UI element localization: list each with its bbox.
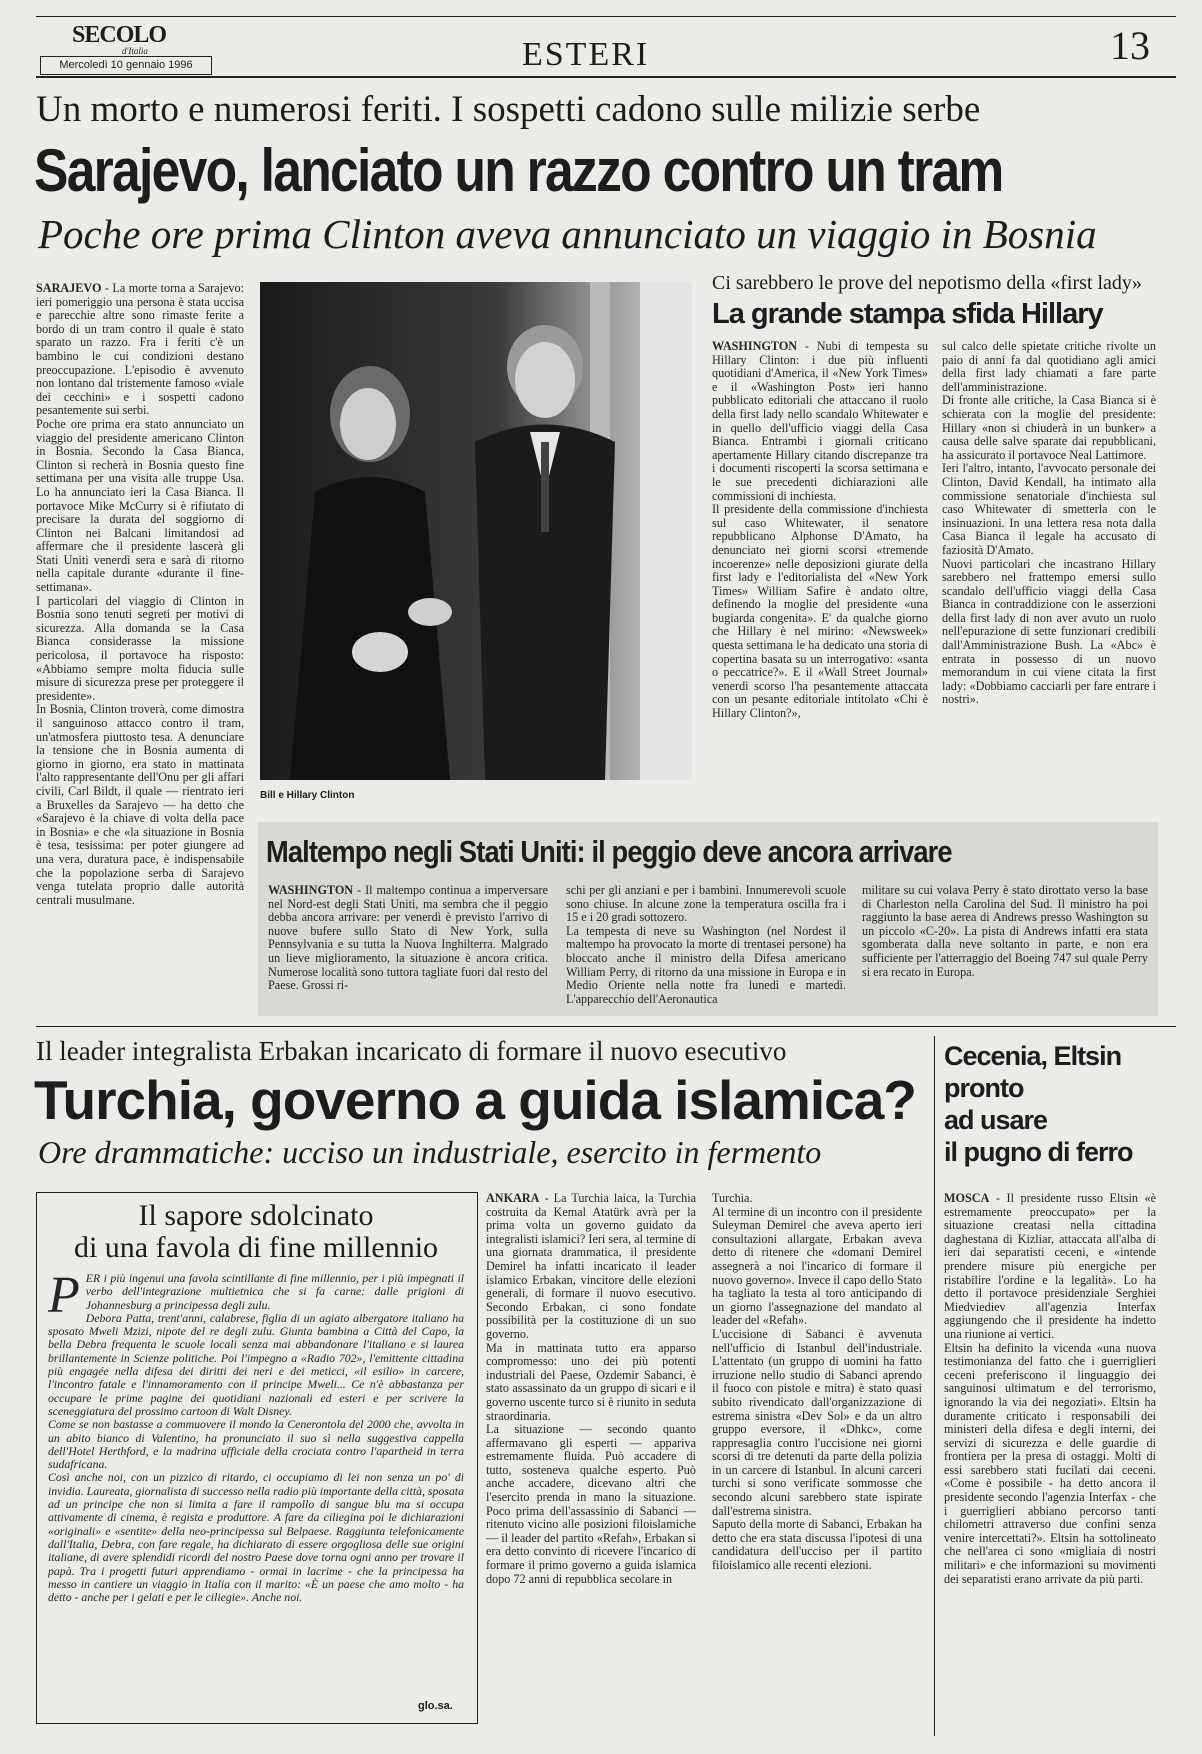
sarajevo-kicker: Un morto e numerosi feriti. I sospetti cadono sulle milizie serbe	[36, 89, 981, 130]
sarajevo-text: - La morte torna a Sarajevo: ieri pomeriggio una persona è stata uccisa e parecchie altre sono rimaste ferite a bordo di un tram contro il quale è stato sparato un razzo. Fra i feriti c'è un bambino le cui condizioni destano preoccupazione. L'episodio è avvenuto non lontano dal tristemente famoso «viale dei cecchini» e i sospetti cadono pesantemente sui serbi. Poche ore prima era stato annunciato un viaggio del presidente americano Clinton in Bosnia. Secondo la Casa Bianca, Clinton si recherà in Bosnia questo fine settimana per una visita alle truppe Usa. Lo ha annunciato ieri la Casa Bianca. Il portavoce Mike McCurry si è rifiutato di precisare la durata del soggiorno di Clinton nei Balcani limitandosi ad affermare che il presidente lascerà gli Stati Uniti venerdì sera e sarà di ritorno nella capitale durante «durante il fine-settimana». I particolari del viaggio di Clinton in Bosnia sono tenuti segreti per motivi di sicurezza. Alla domanda se la Casa Bianca considerasse la missione pericolosa, il portavoce ha risposto: «Abbiamo sempre molta fiducia sulle misure di sicurezza prese per proteggere il presidente». In Bosnia, Clinton troverà, come dimostra il sanguinoso attacco contro il tram, un'atmosfera piuttosto tesa. A denunciare la tensione che in Bosnia aumenta di giorno in giorno, era stato in mattinata l'alto rappresentante dell'Onu per gli affari civili, Carl Bildt, il quale — rientrato ieri a Bruxelles da Sarajevo — ha detto che «Sarajevo è la chiave di volta della pace in Bosnia» e che «la situazione in Bosnia è tesa, tesissima: per poter giungere ad una vera, duratura pace, è indispensabile che la popolazione serba di Sarajevo venga tutelata proprio dalle autorità centrali musulmane.	[36, 282, 244, 907]
hillary-kicker: Ci sarebbero le prove del nepotismo della «first lady»	[712, 272, 1142, 294]
cecenia-body	[944, 1192, 1156, 1732]
sarajevo-body	[36, 282, 244, 1010]
weather-headline: Maltempo negli Stati Uniti: il peggio deve ancora arrivare	[266, 834, 952, 869]
cecenia-dateline: MOSCA	[944, 1192, 990, 1205]
page-number: 13	[1110, 23, 1150, 68]
turkey-text-2: Turchia. Al termine di un incontro con il presidente Suleyman Demirel che aveva aperto ieri consultazioni allargate, Erbakan aveva detto di ritenere che «domani Demirel assegnerà a noi l'incarico di formare il nuovo governo». Invece il capo dello Stato ha tagliato la testa al toro anticipando di un giorno l'assegnazione del mandato al leader del «Refah». L'uccisione di Sabanci è avvenuta nell'ufficio di Istanbul dell'industriale. L'attentato (un gruppo di uomini ha fatto irruzione nello studio di Sabanci aprendo il fuoco con pistole e mitra) è stato quasi subito rivendicato dall'organizzazione di estrema sinistra «Dev Sol» e da un altro gruppo eversore, il «Dhkc», come rappresaglia contro l'uccisione nei giorni scorsi di tre detenuti da parte della polizia in un carcere di Istanbul. In alcuni carceri turchi si sono verificate sommosse che secondo alcuni sarebbero state ispirate dall'estrema sinistra. Saputo della morte di Sabanci, Erbakan ha detto che era stata discussa l'ipotesi di una candidatura dell'ucciso per il partito filoislamico alle recenti elezioni.	[712, 1192, 922, 1573]
bill-hillary-photo-icon	[260, 282, 692, 780]
weather-body-col1	[268, 884, 548, 1010]
turkey-subhead: Ore drammatiche: ucciso un industriale, esercito in fermento	[38, 1134, 822, 1170]
cecenia-text: - Il presidente russo Eltsin «è estremamente preoccupato» per la situazione creatasi nella cittadina daghestana di Kizliar, attaccata all'alba di ieri dai separatisti ceceni, e «intende prendere misure più energiche per ristabilire l'ordine e la legalità». Lo ha detto il portavoce presidenziale Serghiei Miedviediev all'agenzia Interfax aggiungendo che il presidente ha indetto una riunione ai vertici. Eltsin ha definito la vicenda «una nuova testimonianza del fatto che i guerriglieri ceceni preferiscono il linguaggio dei sanguinosi ultimatum e del terrorismo, ignorando la via dei negoziati». Eltsin ha duramente criticato i responsabili dei ministeri della difesa e degli interni, dei servizi di sicurezza e delle guardie di frontiera per la presa di ostaggi. Molti di essi sarebbero stati fucilati dai ceceni. «Come è possibile - ha detto ancora il presidente secondo l'agenzia Interfax - che i guerriglieri abbiano percorso tanti chilometri attraverso due confini senza venire intercettati?». Eltsin ha sottolineato che nell'area ci sono «migliaia di nostri militari» e che informazioni su movimenti dei separatisti erano arrivate da più parti.	[944, 1192, 1156, 1586]
turkey-dateline: ANKARA	[486, 1192, 540, 1205]
newspaper-logo: SECOLO	[72, 22, 167, 48]
masthead-rule	[36, 76, 1176, 78]
favola-dropcap: P	[48, 1272, 80, 1324]
weather-text-2: schi per gli anziani e per i bambini. Innumerevoli scuole sono chiuse. In alcune zone la temperatura oscilla fra i 15 e i 20 gradi sottozero. La tempesta di neve su Washington (nel Nordest il maltempo ha provocato la morte di trentasei persone) ha bloccato anche il ministro della Difesa americano William Perry, di ritorno da una missione in Europa e in Medio Oriente nella notte fra lunedì e martedì. L'apparecchio dell'Aeronautica	[566, 884, 846, 1006]
favola-title-line1: Il sapore sdolcinato	[138, 1199, 374, 1232]
cecenia-headline	[944, 1040, 1132, 1168]
issue-date: Mercoledì 10 gennaio 1996	[40, 56, 212, 75]
turkey-text-1: - La Turchia laica, la Turchia costruita da Kemal Atatürk avrà per la prima volta un governo guidato da integralisti islamici? Ieri sera, al termine di una giornata drammatica, il presidente Demirel ha infatti incaricato il leader islamico Erbakan, vincitore delle elezioni generali, di formare il nuovo esecutivo. Secondo Erbakan, ci sono fondate possibilità per la costituzione di un suo governo. Ma in mattinata tutto era apparso compromesso: uno dei più potenti industriali del Paese, Ozdemir Sabanci, è stato assassinato da un gruppo di sicari e il governo uscente turco si è riunito in seduta straordinaria. La situazione — secondo quanto affermavano gli esperti — appariva estremamente fluida. Può accadere di tutto, sosteneva qualche esperto. Può anche accadere, dicevano altri che l'esercito prenda in mano la situazione. Poco prima dell'assassinio di Sabanci — ritenuto vicino alle posizioni filoislamiche — il leader del partito «Refah», Erbakan si era detto convinto di ricevere l'incarico di formare il primo governo a guida islamica dopo 72 anni di repubblica secolare in	[486, 1192, 696, 1586]
cecenia-headline-line2: pronto	[944, 1073, 1024, 1103]
sarajevo-dateline: SARAJEVO	[36, 282, 102, 295]
column-divider	[934, 1036, 935, 1736]
section-title: ESTERI	[522, 36, 650, 73]
sarajevo-headline: Sarajevo, lanciato un razzo contro un tram	[34, 137, 1003, 204]
cecenia-headline-line1: Cecenia, Eltsin	[944, 1041, 1122, 1071]
weather-text-3: militare su cui volava Perry è stato dirottato verso la base di Charleston nella Carolina del Sud. Il ministro ha poi raggiunto la base aerea di Andrews presso Washington su un piccolo «C-20». La pista di Andrews infatti era stata sgomberata dalla neve soltanto in parte, e non era sufficiente per l'atterraggio del Boeing 747 sul quale Perry si era recato in Europa.	[862, 884, 1148, 979]
weather-dateline: WASHINGTON	[268, 884, 354, 897]
cecenia-headline-line3: ad usare	[944, 1105, 1048, 1135]
turkey-headline: Turchia, governo a guida islamica?	[34, 1069, 916, 1131]
favola-signature: glo.sa.	[418, 1700, 453, 1712]
favola-text: ER i più ingenui una favola scintillante di fine millennio, per i più impegnati il verbo dell'integrazione multietnica che si fa carne: dalle prigioni di Johannesburg a principessa degli zulu. Debora Patta, trent'anni, calabrese, figlia di un agiato albergatore italiano ha sposato Mweli Mzizi, nipote del re degli zulu. Giunta bambina a Città del Capo, la bella Debra frequenta le scuole locali senza mai abbandonare l'italiano e si laurea brillantemente in Scienze politiche. Poi l'impegno a «Radio 702», l'emittente cittadina più engagée nella difesa dei diritti dei neri e dei meticci, «il esilio» in carcere, l'incontro fatale e l'innamoramento con il principe Mweli... Ce n'è abbastanza per occupare le prime pagine dei quotidiani nazionali ed esteri e per scrivere la sceneggiatura del prossimo cartoon di Walt Disney. Come se non bastasse a commuovere il mondo la Cenerontola del 2000 che, avvolta in un abito bianco di Valentino, ha pronunciato il suo sì nella suggestiva cappella dell'Hotel Herthford, e la madrina ufficiale della crociata contro l'apartheid in terra sudafricana. Così anche noi, con un pizzico di ritardo, ci occupiamo di lei non senza un po' di invidia. Laureata, giornalista di successo nella radio più importante della città, sposata ad un principe che non si limita a fare il rampollo di sangue blu ma si occupa attivamente di cinema, è regista e produttore. A fare da ciliegina poi le dichiarazioni «originali» e «sentite» della neo-principessa sul Belpaese. Raggiunta telefonicamente dall'Italia, Debra, con fare regale, ha dichiarato di essere orgogliosa delle sue origini italiane, di avere splendidi ricordi del nostro Paese dove torna ogni anno per trovare il papà. Tra i progetti futuri apprendiamo - ormai in lacrime - che la principessa ha messo in cantiere un viaggio in Italia con il marito: «È un paese che amo molto - ha detto - anche per i gelati e per le ciliegie». Anche noi.	[48, 1272, 464, 1605]
hillary-text-1: - Nubi di tempesta su Hillary Clinton: i due più influenti quotidiani d'America, il «New York Times» e il «Washington Post» ieri hanno pubblicato editoriali che attaccano il ruolo della first lady nello scandalo Whitewater e in quello dell'ufficio viaggi della Casa Bianca. Entrambi i giornali criticano apertamente Hillary citando discrepanze tra i documenti riscoperti la scorsa settimana e le sue precedenti dichiarazioni alle commissioni di inchiesta. Il presidente della commissione d'inchiesta sul caso Whitewater, il senatore repubblicano Alphonse D'Amato, ha denunciato nei giorni scorsi «tremende incoerenze» nelle deposizioni giurate della first lady e l'editorialista del «New York Times» William Safire è andato oltre, definendo la moglie del presidente «una bugiarda congenita». E' da qualche giorno che Hillary è nel mirino: «Newsweek» questa settimana le ha dedicato una storia di copertina basata su un interrogativo: «santa o peccatrice?». E il «Wall Street Journal» venerdì scorso l'ha pesantemente attaccata con un pesante editoriale intitolato «Chi è Hillary Clinton?»,	[712, 340, 928, 721]
turkey-body-col2	[712, 1192, 922, 1732]
photo-caption: Bill e Hillary Clinton	[260, 790, 355, 801]
turkey-body-col1	[486, 1192, 696, 1732]
sarajevo-subhead: Poche ore prima Clinton aveva annunciato un viaggio in Bosnia	[38, 211, 1097, 257]
section-divider	[36, 1026, 1176, 1027]
weather-body-col3	[862, 884, 1148, 1010]
hillary-dateline: WASHINGTON	[712, 340, 798, 353]
newspaper-logo-subtitle: d'Italia	[122, 46, 148, 56]
favola-title-line2: di una favola di fine millennio	[73, 1231, 439, 1264]
hillary-headline: La grande stampa sfida Hillary	[712, 298, 1103, 330]
hillary-body-col1	[712, 340, 928, 800]
favola-body	[48, 1272, 464, 1702]
favola-title	[46, 1200, 466, 1264]
top-rule	[36, 16, 1176, 17]
clinton-photo	[260, 282, 692, 780]
hillary-body-col2	[942, 340, 1156, 800]
hillary-text-2: sul calco delle spietate critiche rivolte un paio di anni fa dal quotidiano agli amici della first lady chiamati a fare parte dell'amministrazione. Di fronte alle critiche, la Casa Bianca si è schierata con la moglie del presidente: Hillary «non si chiuderà in un bunker» a causa delle salve sparate dai repubblicani, ha assicurato il portavoce Neal Lattimore. Ieri l'altro, intanto, l'avvocato personale dei Clinton, David Kendall, ha intimato alla commissione senatoriale d'inchiesta sul caso Whitewater di smetterla con le insinuazioni. In una lettera resa nota dalla Casa Bianca il legale ha accusato di faziosità D'Amato. Nuovi particolari che incastrano Hillary sarebbero nel frattempo emersi sullo scandalo dell'ufficio viaggi della Casa Bianca in contraddizione con le asserzioni della first lady di non aver avuto un ruolo nell'epurazione di sette funzionari credibili dall'Amministrazione Bush. La «Abc» è entrata in possesso di un nuovo memorandum in cui viene citata la first lady: «Dobbiamo cacciarli per fare entrare i nostri».	[942, 340, 1156, 707]
turkey-kicker: Il leader integralista Erbakan incaricato di formare il nuovo esecutivo	[36, 1036, 787, 1066]
weather-body-col2	[566, 884, 846, 1010]
weather-text-1: - Il maltempo continua a imperversare nel Nord-est degli Stati Uniti, ma sembra che il peggio debba ancora arrivare: per venerdì è previsto l'arrivo di nuove bufere sullo Stato di New York, sulla Pennsylvania e su tutta la Nuova Inghilterra. Malgrado un lieve miglioramento, la situazione è ancora critica. Numerose località sono tuttora tagliate fuori dal resto del Paese. Grossi ri-	[268, 884, 548, 993]
cecenia-headline-line4: il pugno di ferro	[944, 1137, 1133, 1167]
